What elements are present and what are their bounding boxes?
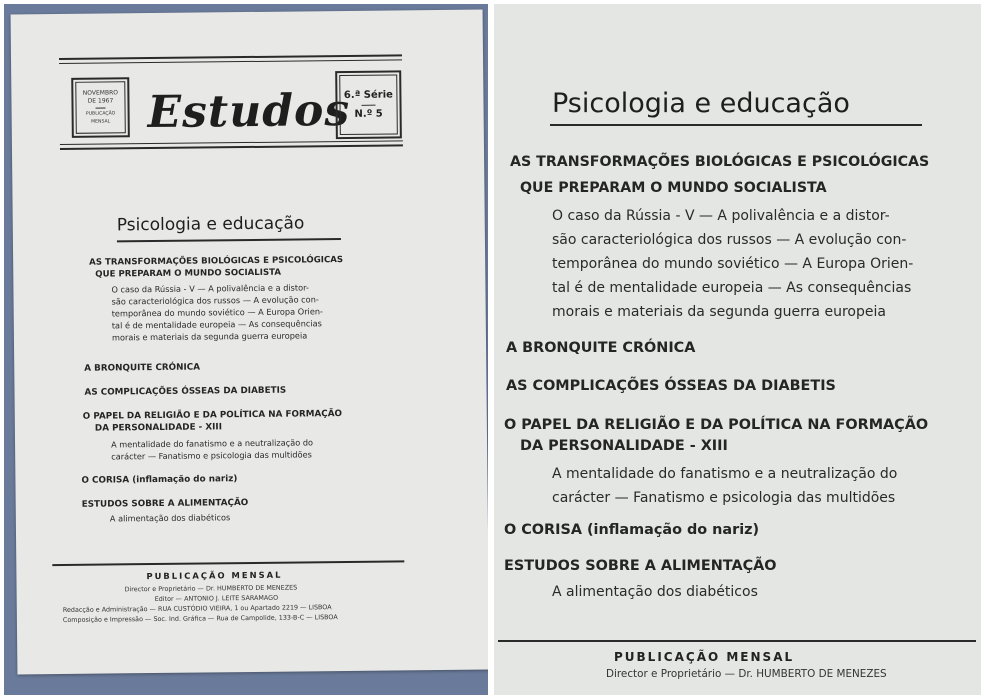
detail-entry3: AS COMPLICAÇÕES ÓSSEAS DA DIABETIS: [506, 378, 836, 394]
detail-entry2: A BRONQUITE CRÓNICA: [506, 340, 696, 356]
detail-section-underline: [550, 124, 922, 126]
magazine-logo: Estudos: [147, 84, 351, 139]
cover-photo-left: [4, 4, 488, 695]
entry1-sub-line5: morais e materiais da segunda guerra europeia: [111, 330, 308, 343]
footer-rule: [52, 560, 404, 566]
footer-editor: Editor — ANTONIO J. LEITE SARAMAGO: [154, 593, 279, 604]
entry1-sub-line1: O caso da Rússia - V — A polivalência e a distor-: [111, 282, 309, 295]
detail-entry4-title-line1: O PAPEL DA RELIGIÃO E DA POLÍTICA NA FORMAÇÃO: [504, 417, 929, 433]
section-title: Psicologia e educação: [116, 213, 305, 236]
entry1-title-line2: QUE PREPARAM O MUNDO SOCIALISTA: [95, 267, 282, 280]
entry2: A BRONQUITE CRÓNICA: [84, 362, 201, 374]
cloth-background: [4, 672, 488, 695]
issue-year: DE 1967: [87, 96, 114, 105]
section-title-underline: [117, 238, 341, 242]
detail-entry1-sub-line1: O caso da Rússia - V — A polivalência e a distor-: [552, 208, 890, 224]
footer-printer: Composição e Impressão — Soc. Ind. Gráfica — Rua de Campolide, 133-B-C — LISBOA: [62, 613, 338, 624]
detail-entry6: ESTUDOS SOBRE A ALIMENTAÇÃO: [504, 558, 777, 574]
detail-entry1-sub-line3: temporânea do mundo soviético — A Europa Orien-: [552, 256, 914, 272]
entry4-sub-line2: carácter — Fanatismo e psicologia das multidões: [111, 449, 312, 462]
magazine-cover: [11, 10, 488, 675]
detail-entry4-sub-line2: carácter — Fanatismo e psicologia das multidões: [552, 490, 896, 506]
entry1-sub-line2: são caracteriológica dos russos — A evolução con-: [111, 294, 319, 307]
entry5: O CORISA (inflamação do nariz): [81, 474, 238, 486]
entry1-sub-line3: temporânea do mundo soviético — A Europa Orien-: [111, 306, 324, 319]
entry6-sub: A alimentação dos diabéticos: [109, 512, 231, 524]
series-label: 6.ª Série: [343, 89, 393, 102]
detail-footer-director: Director e Proprietário — Dr. HUMBERTO DE MENEZES: [606, 668, 887, 680]
series-divider: [362, 105, 376, 106]
footer-director: Director e Proprietário — Dr. HUMBERTO DE MENEZES: [124, 583, 298, 594]
detail-entry1-sub-line5: morais e materiais da segunda guerra europeia: [552, 304, 886, 320]
masthead-top-thin-rule: [59, 59, 402, 64]
entry4-title-line2: DA PERSONALIDADE - XIII: [94, 422, 223, 434]
entry1-sub-line4: tal é de mentalidade europeia — As consequências: [111, 318, 322, 331]
date-divider: [96, 107, 106, 108]
detail-entry4-title-line2: DA PERSONALIDADE - XIII: [520, 438, 728, 454]
masthead-bottom-rule: [60, 144, 403, 150]
footer-address: Redacção e Administração — RUA CUSTÓDIO VIEIRA, 1 ou Apartado 2219 — LISBOA: [62, 603, 332, 614]
entry4-title-line1: O PAPEL DA RELIGIÃO E DA POLÍTICA NA FORMAÇÃO: [82, 409, 343, 422]
issue-frequency: PUBLICAÇÃO MENSAL: [85, 110, 116, 125]
detail-footer-title: PUBLICAÇÃO MENSAL: [614, 650, 795, 664]
detail-entry1-title-line1: AS TRANSFORMAÇÕES BIOLÓGICAS E PSICOLÓGICAS: [510, 154, 930, 170]
issue-number: N.º 5: [354, 108, 383, 120]
detail-section-title: Psicologia e educação: [552, 88, 850, 119]
detail-entry4-sub-line1: A mentalidade do fanatismo e a neutralização do: [552, 466, 898, 482]
issue-month: NOVEMBRO: [82, 88, 119, 97]
entry4-sub-line1: A mentalidade do fanatismo e a neutralização do: [111, 437, 314, 450]
entry6: ESTUDOS SOBRE A ALIMENTAÇÃO: [81, 498, 249, 510]
detail-entry1-sub-line2: são caracteriológica dos russos — A evolução con-: [552, 232, 907, 248]
series-box: [335, 70, 402, 139]
footer-title: PUBLICAÇÃO MENSAL: [146, 569, 283, 582]
issue-date-box: [71, 77, 130, 138]
detail-entry6-sub: A alimentação dos diabéticos: [552, 584, 758, 600]
entry1-title-line1: AS TRANSFORMAÇÕES BIOLÓGICAS E PSICOLÓGICAS: [89, 255, 344, 268]
detail-entry1-sub-line4: tal é de mentalidade europeia — As consequências: [552, 280, 912, 296]
entry3: AS COMPLICAÇÕES ÓSSEAS DA DIABETIS: [84, 385, 287, 398]
masthead: [59, 54, 403, 154]
detail-entry5: O CORISA (inflamação do nariz): [504, 522, 760, 538]
detail-footer-rule: [498, 640, 976, 642]
cover-photo-right-detail: [494, 4, 981, 695]
detail-entry1-title-line2: QUE PREPARAM O MUNDO SOCIALISTA: [520, 180, 827, 196]
